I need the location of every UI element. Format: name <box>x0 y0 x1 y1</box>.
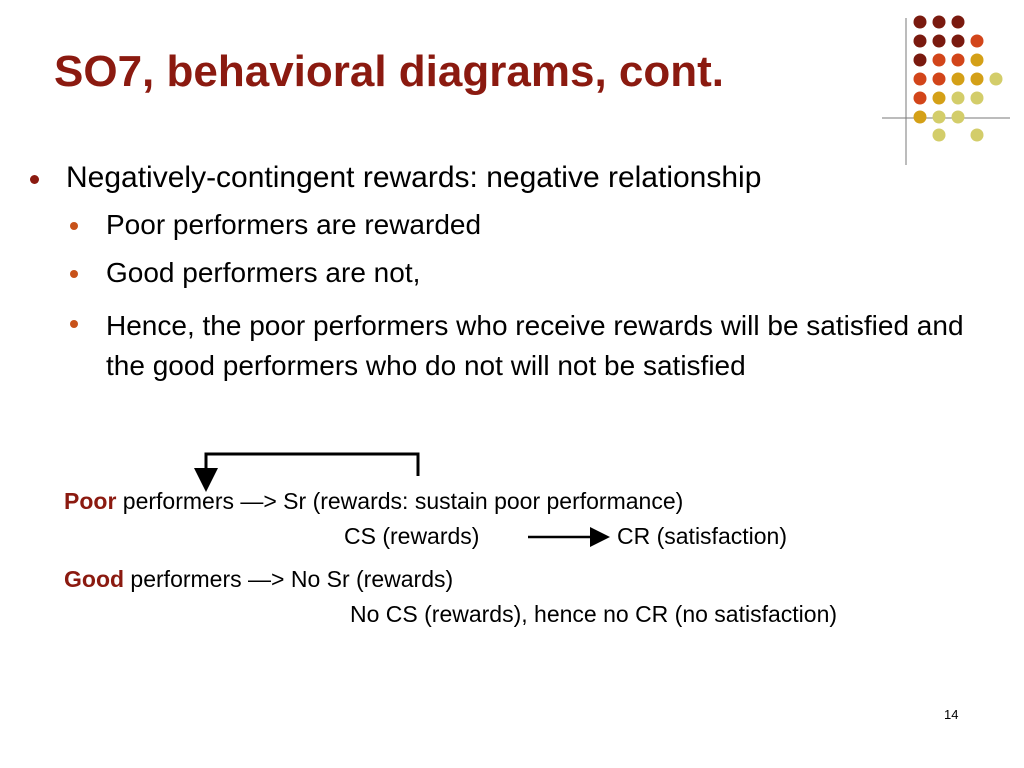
decorative-dot <box>952 54 965 67</box>
decorative-dot <box>914 92 927 105</box>
bullet-marker <box>70 320 78 328</box>
decorative-dot <box>914 35 927 48</box>
decorative-dot <box>933 35 946 48</box>
bullet-marker <box>70 222 78 230</box>
decorative-dot <box>914 54 927 67</box>
good-line2: No CS (rewards), hence no CR (no satisfaction) <box>350 601 838 627</box>
decorative-dot <box>952 35 965 48</box>
decorative-dot <box>971 73 984 86</box>
decorative-dot <box>952 73 965 86</box>
decorative-dot <box>971 54 984 67</box>
sub-bullet-text: Hence, the poor performers who receive rewards will be satisfied and the good performers who do not will not be satisfied <box>106 310 964 381</box>
sub-bullet-text: Good performers are not, <box>106 257 421 288</box>
decorative-dot <box>933 54 946 67</box>
decorative-dot <box>933 92 946 105</box>
slide-number: 14 <box>944 707 959 722</box>
decorative-dot <box>933 73 946 86</box>
poor-rest: performers —> Sr (rewards: sustain poor performance) <box>116 488 684 514</box>
cs-text: CS (rewards) <box>344 523 480 549</box>
good-label: Good <box>64 566 125 592</box>
main-bullet-text: Negatively-contingent rewards: negative relationship <box>66 161 762 194</box>
cr-text: CR (satisfaction) <box>617 523 787 549</box>
decorative-dot <box>933 16 946 29</box>
good-performers-line <box>64 568 453 591</box>
decorative-dot <box>933 129 946 142</box>
decorative-dot <box>914 73 927 86</box>
decorative-dot <box>914 16 927 29</box>
decorative-dot <box>971 92 984 105</box>
slide-title: SO7, behavioral diagrams, cont. <box>54 47 724 96</box>
bullet-marker <box>70 270 78 278</box>
sub-bullet-text: Poor performers are rewarded <box>106 209 482 240</box>
decorative-dot <box>971 129 984 142</box>
good-rest: performers —> No Sr (rewards) <box>124 566 454 592</box>
bullet-marker <box>30 175 39 184</box>
poor-label: Poor <box>64 488 117 514</box>
feedback-loop-line <box>206 454 418 480</box>
decorative-dot <box>990 73 1003 86</box>
decorative-dot <box>971 35 984 48</box>
decorative-dot <box>952 111 965 124</box>
decorative-dot <box>933 111 946 124</box>
decorative-dot <box>952 92 965 105</box>
decorative-dot <box>952 16 965 29</box>
poor-performers-line <box>64 490 683 513</box>
decorative-dot <box>914 111 927 124</box>
